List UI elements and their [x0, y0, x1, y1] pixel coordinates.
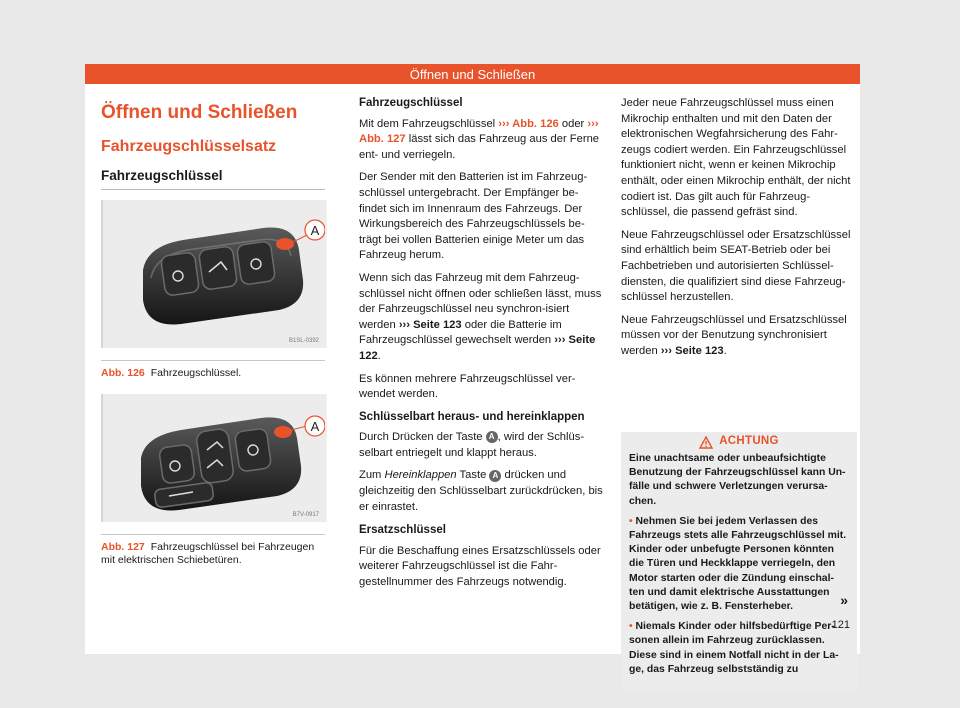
paragraph: Neue Fahrzeugschlüssel oder Ersatzschlüssel sind erhältlich beim SEAT-Betrieb oder bei Fachbetrieben und autorisierten Schlüssel-diensten, die qualifiziert sind diese Fahrzeug-schlüssel herzustellen. — [621, 228, 851, 304]
figure-caption-text: Fahrzeugschlüssel bei Fahrzeugen mit elektrischen Schiebetüren. — [101, 541, 315, 566]
warning-title: ACHTUNG — [719, 435, 779, 448]
paragraph — [359, 271, 605, 365]
car-key-illustration — [103, 200, 325, 348]
text: drücken und gleichzeitig den Schlüsselbart zurückdrücken, bis er einrastet. — [359, 469, 603, 513]
car-key-sliding-door-illustration — [103, 394, 325, 522]
figure-label: Abb. 126 — [101, 367, 145, 379]
figure-127-image — [103, 394, 325, 522]
paragraph: Der Sender mit den Batterien ist im Fahrzeug-schlüssel untergebracht. Der Empfänger be-findet sich im Innenraum des Fahrzeugs. Der Wirkungsbereich des Fahrzeugschlüssels be-trägt bei vollen Batterien einige Meter um das Fahrzeug herum. — [359, 171, 588, 262]
text: , wird der Schlüs-selbart entriegelt und klappt heraus. — [359, 431, 585, 459]
chapter-title: Öffnen und Schließen — [101, 102, 298, 123]
heading-schluesselbart: Schlüsselbart heraus- und hereinklappen — [359, 410, 585, 423]
text: oder die Batterie im Fahrzeugschlüssel gewechselt werden — [359, 318, 562, 347]
page-number: 121 — [831, 619, 850, 631]
paragraph: Jeder neue Fahrzeugschlüssel muss einen Mikrochip enthalten und mit den Daten der elektronischen Wegfahrsicherung des Fahr-zeugs codiert werden. Ein Fahrzeugschlüssel funktioniert nicht, wenn er keinen Mikrochip enthält, oder einen Mikrochip enthält, der nicht codiert ist. Das gilt auch für Fahrzeug-schlüssel, die passend gefräst sind. — [621, 97, 851, 219]
paragraph: Für die Beschaffung eines Ersatzschlüssels oder weiterer Fahrzeugschlüssel ist die Fahr-gestellnummer des Fahrzeugs notwendig. — [359, 544, 601, 589]
text: Neue Fahrzeugschlüssel und Ersatzschlüssel müssen vor der Benutzung synchronisiert werden — [621, 313, 847, 357]
bullet-icon: • — [629, 515, 633, 527]
warning-box — [621, 432, 857, 689]
figure-link[interactable]: ››› Abb. 126 — [498, 117, 559, 130]
column-left — [101, 96, 325, 566]
figure-127-caption — [101, 534, 325, 567]
warning-paragraph: Eine unachtsame oder unbeaufsichtigte Benutzung der Fahrzeugschlüssel kann Un-fälle und schwere Verletzungen verursa-chen. — [629, 453, 846, 507]
paragraph — [359, 430, 605, 461]
text: Wenn sich das Fahrzeug mit dem Fahrzeug-schlüssel nicht öffnen oder schließen lässt, muss der Fahrzeugschlüssel neu synchron-isiert werden — [359, 271, 602, 331]
subsection-title: Fahrzeugschlüssel — [101, 168, 223, 183]
text: Mit dem Fahrzeugschlüssel — [359, 117, 499, 130]
callout-a: A — [310, 419, 320, 434]
paragraph — [621, 313, 857, 360]
figure-code: B7V-0917 — [292, 512, 319, 518]
text: Zum — [359, 469, 385, 482]
figure-126-caption — [101, 360, 325, 380]
emphasis: Hereinklappen — [384, 469, 457, 482]
text: Niemals Kinder oder hilfsbedürftige Per-sonen allein im Fahrzeug zurücklassen. Diese sind in einem Notfall nicht in der La-ge, das Fahrzeug selbstständig zu — [629, 621, 839, 675]
column-middle — [359, 96, 605, 598]
warning-bullet — [629, 620, 849, 677]
warning-header — [621, 432, 857, 452]
page-link[interactable]: ››› Seite 123 — [660, 344, 724, 357]
warning-triangle-icon — [699, 436, 713, 449]
figure-caption-text: Fahrzeugschlüssel. — [150, 367, 242, 379]
manual-page — [85, 64, 860, 675]
text: oder — [558, 117, 588, 130]
page-link[interactable]: ››› Seite 122 — [359, 334, 596, 362]
figure-link[interactable]: ››› Abb. 127 — [359, 117, 599, 146]
paragraph — [359, 468, 605, 515]
figure-label: Abb. 127 — [101, 541, 145, 553]
figure-126 — [101, 200, 327, 348]
text: Nehmen Sie bei jedem Verlassen des Fahrzeugs stets alle Fahrzeugschlüssel mit. Kinder oder unbefugte Personen könnten die Türen und Heckklappe verriegeln, den Motor starten oder die Zündung einschal-ten und damit elektrische Ausstattungen betätigen, wie z. B. Fensterheber. — [629, 515, 847, 613]
page-link[interactable]: ››› Seite 123 — [398, 318, 462, 331]
warning-body — [621, 452, 857, 677]
heading-ersatzschluessel: Ersatzschlüssel — [359, 524, 446, 537]
key-a-badge: A — [486, 431, 498, 443]
heading-fahrzeugschluessel: Fahrzeugschlüssel — [359, 97, 463, 109]
text: lässt sich das Fahrzeug aus der Ferne ent- und verriegeln. — [359, 133, 600, 161]
text: Taste — [456, 469, 490, 482]
figure-127 — [101, 394, 327, 522]
running-header: Öffnen und Schließen — [85, 64, 860, 84]
figure-code: B1SL-0392 — [288, 338, 319, 344]
figure-126-image — [103, 200, 325, 348]
subsection-divider — [101, 189, 325, 190]
paragraph — [359, 117, 605, 164]
text: Durch Drücken der Taste — [359, 431, 486, 444]
section-title: Fahrzeugschlüsselsatz — [101, 138, 277, 155]
key-a-badge: A — [489, 470, 501, 482]
continued-arrow-icon: » — [840, 592, 848, 608]
text: . — [723, 344, 727, 357]
paragraph: Es können mehrere Fahrzeugschlüssel ver-wendet werden. — [359, 372, 576, 401]
callout-a: A — [310, 223, 320, 238]
text: . — [377, 349, 381, 362]
bullet-icon: • — [629, 621, 633, 633]
warning-bullet — [629, 515, 849, 614]
